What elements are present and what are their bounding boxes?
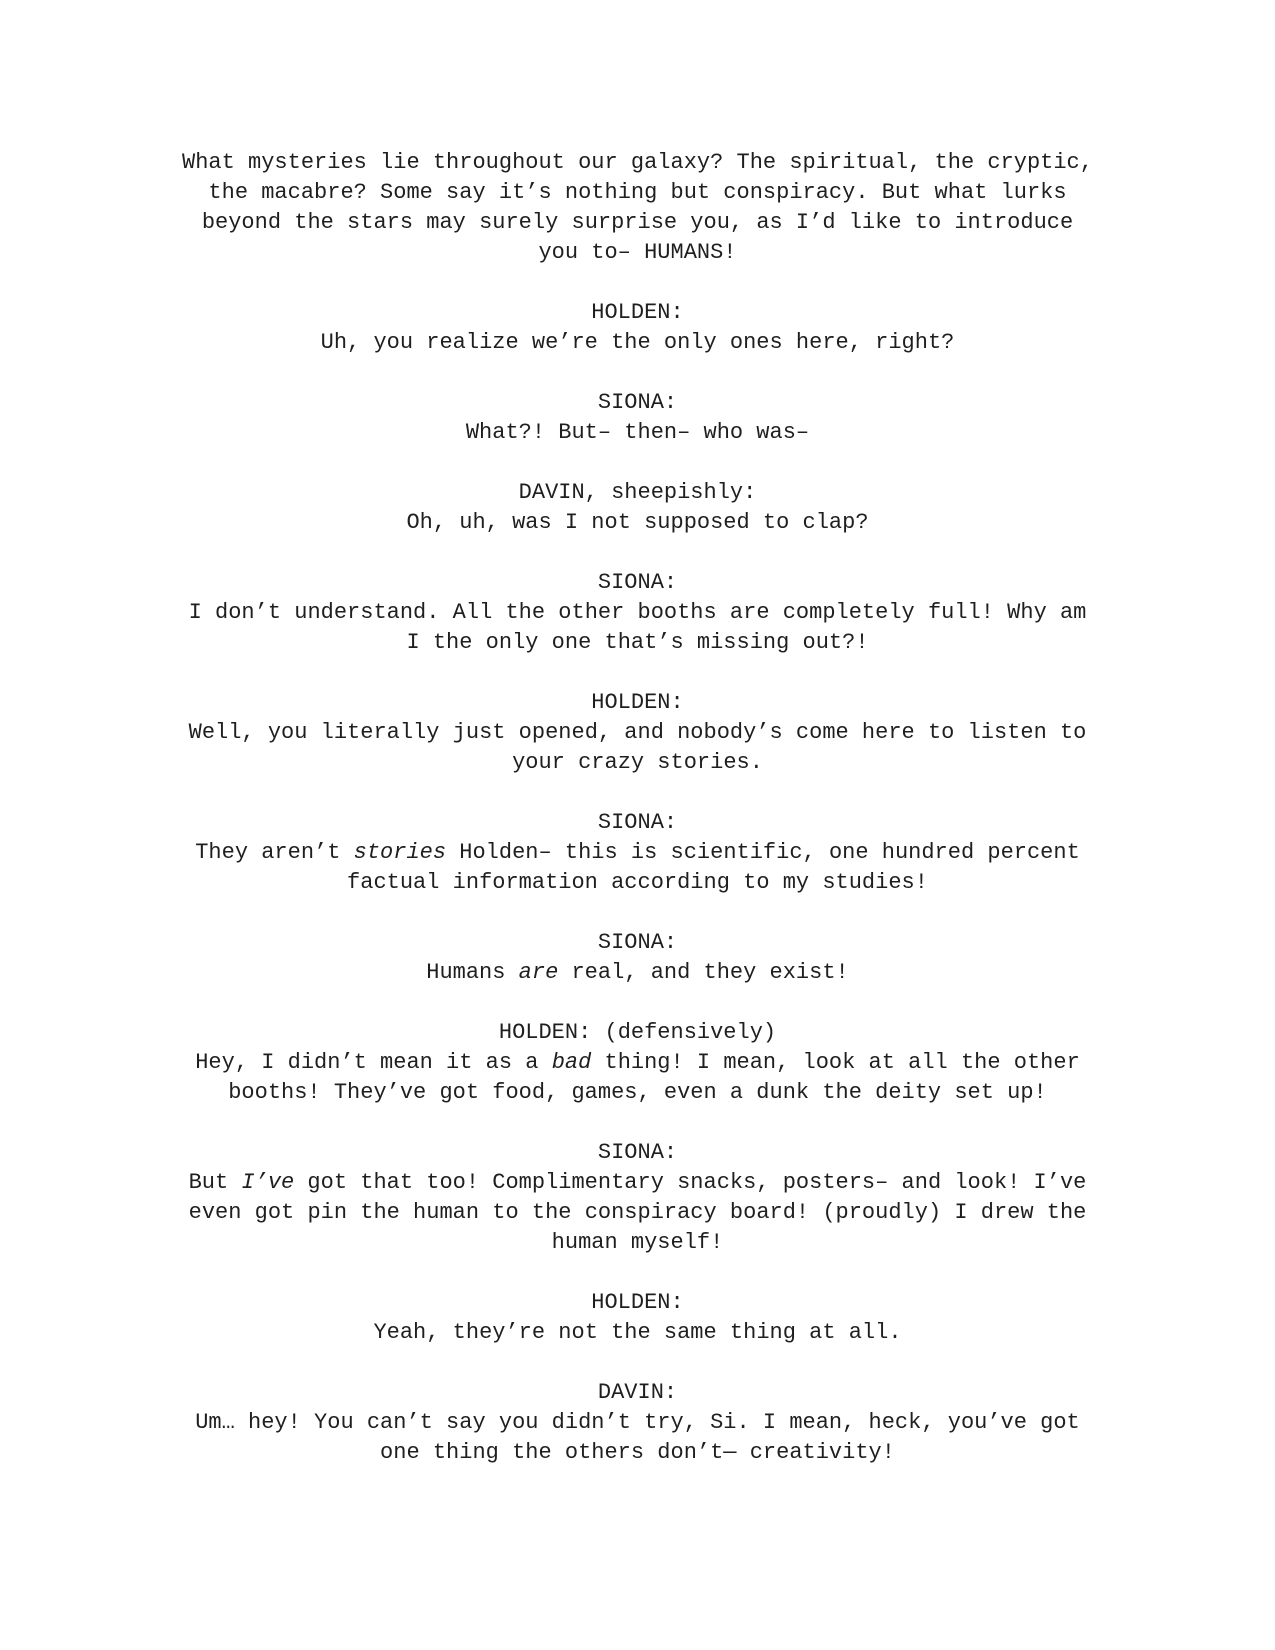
- speaker-name: HOLDEN:: [591, 300, 684, 325]
- dialogue-text: human myself!: [551, 1230, 724, 1255]
- dialogue-line: [150, 748, 1125, 778]
- dialogue-text: I the only one that’s missing out?!: [406, 630, 869, 655]
- opening-narration: [150, 148, 1125, 268]
- dialogue-block: [150, 688, 1125, 778]
- dialogue-text: Hey, I didn’t mean it as a: [195, 1050, 552, 1075]
- dialogue-text: Holden– this is scientific, one hundred percent: [446, 840, 1080, 865]
- dialogue-line: [150, 838, 1125, 868]
- dialogue-text: factual information according to my studies!: [347, 870, 928, 895]
- dialogue-block: [150, 1018, 1125, 1108]
- speaker-name: SIONA:: [597, 390, 678, 415]
- dialogue-line: [150, 628, 1125, 658]
- dialogue-text: real, and they exist!: [558, 960, 849, 985]
- speaker-name: SIONA:: [597, 570, 678, 595]
- dialogue-text: Uh, you realize we’re the only ones here, right?: [320, 330, 955, 355]
- dialogue-block: [150, 808, 1125, 898]
- dialogue-line: [150, 1318, 1125, 1348]
- dialogue-text: Well, you literally just opened, and nobody’s come here to listen to: [188, 720, 1087, 745]
- dialogue-block: [150, 568, 1125, 658]
- speaker-name: DAVIN, sheepishly:: [518, 480, 757, 505]
- dialogue-text: But: [188, 1170, 242, 1195]
- dialogue-text: your crazy stories.: [512, 750, 763, 775]
- dialogue-line: [150, 1078, 1125, 1108]
- emphasized-text: are: [518, 960, 559, 985]
- dialogue-text: booths! They’ve got food, games, even a dunk the deity set up!: [228, 1080, 1047, 1105]
- speaker-name: HOLDEN:: [591, 1290, 684, 1315]
- dialogue-line: [150, 1048, 1125, 1078]
- dialogue-block: [150, 1288, 1125, 1348]
- dialogue-line: [150, 1228, 1125, 1258]
- narration-line: you to– HUMANS!: [538, 240, 737, 265]
- speaker-name: HOLDEN: (defensively): [498, 1020, 777, 1045]
- dialogue-block: [150, 298, 1125, 358]
- dialogue-text: They aren’t: [195, 840, 354, 865]
- dialogue-block: [150, 1378, 1125, 1468]
- dialogue-line: [150, 1408, 1125, 1438]
- speaker-name: SIONA:: [597, 930, 678, 955]
- dialogue-line: [150, 958, 1125, 988]
- dialogue-line: [150, 328, 1125, 358]
- dialogue-block: [150, 388, 1125, 448]
- dialogue-text: even got pin the human to the conspiracy board! (proudly) I drew the: [188, 1200, 1087, 1225]
- dialogue-text: What?! But– then– who was–: [465, 420, 810, 445]
- narration-line: beyond the stars may surely surprise you, as I’d like to introduce: [201, 210, 1074, 235]
- emphasized-text: bad: [551, 1050, 592, 1075]
- speaker-name: SIONA:: [597, 810, 678, 835]
- dialogue-text: Um… hey! You can’t say you didn’t try, Si. I mean, heck, you’ve got: [195, 1410, 1080, 1435]
- dialogue-line: [150, 508, 1125, 538]
- speaker-name: DAVIN:: [597, 1380, 678, 1405]
- narration-line: What mysteries lie throughout our galaxy? The spiritual, the cryptic,: [182, 150, 1093, 175]
- dialogue-line: [150, 1198, 1125, 1228]
- emphasized-text: stories: [353, 840, 447, 865]
- dialogue-text: I don’t understand. All the other booths are completely full! Why am: [188, 600, 1087, 625]
- narration-line: the macabre? Some say it’s nothing but conspiracy. But what lurks: [208, 180, 1067, 205]
- speaker-name: HOLDEN:: [591, 690, 684, 715]
- dialogue-line: [150, 598, 1125, 628]
- dialogue-text: Yeah, they’re not the same thing at all.: [373, 1320, 902, 1345]
- dialogue-line: [150, 1438, 1125, 1468]
- dialogue-text: got that too! Complimentary snacks, posters– and look! I’ve: [294, 1170, 1087, 1195]
- dialogue-text: Humans: [426, 960, 519, 985]
- dialogue-block: [150, 928, 1125, 988]
- speaker-name: SIONA:: [597, 1140, 678, 1165]
- emphasized-text: I’ve: [241, 1170, 295, 1195]
- dialogue-block: [150, 478, 1125, 538]
- dialogue-text: Oh, uh, was I not supposed to clap?: [406, 510, 869, 535]
- dialogue-list: [150, 298, 1125, 1468]
- dialogue-text: one thing the others don’t— creativity!: [380, 1440, 895, 1465]
- dialogue-line: [150, 418, 1125, 448]
- dialogue-block: [150, 1138, 1125, 1258]
- dialogue-text: thing! I mean, look at all the other: [591, 1050, 1080, 1075]
- dialogue-line: [150, 718, 1125, 748]
- script-body: [150, 148, 1125, 1468]
- dialogue-line: [150, 868, 1125, 898]
- dialogue-line: [150, 1168, 1125, 1198]
